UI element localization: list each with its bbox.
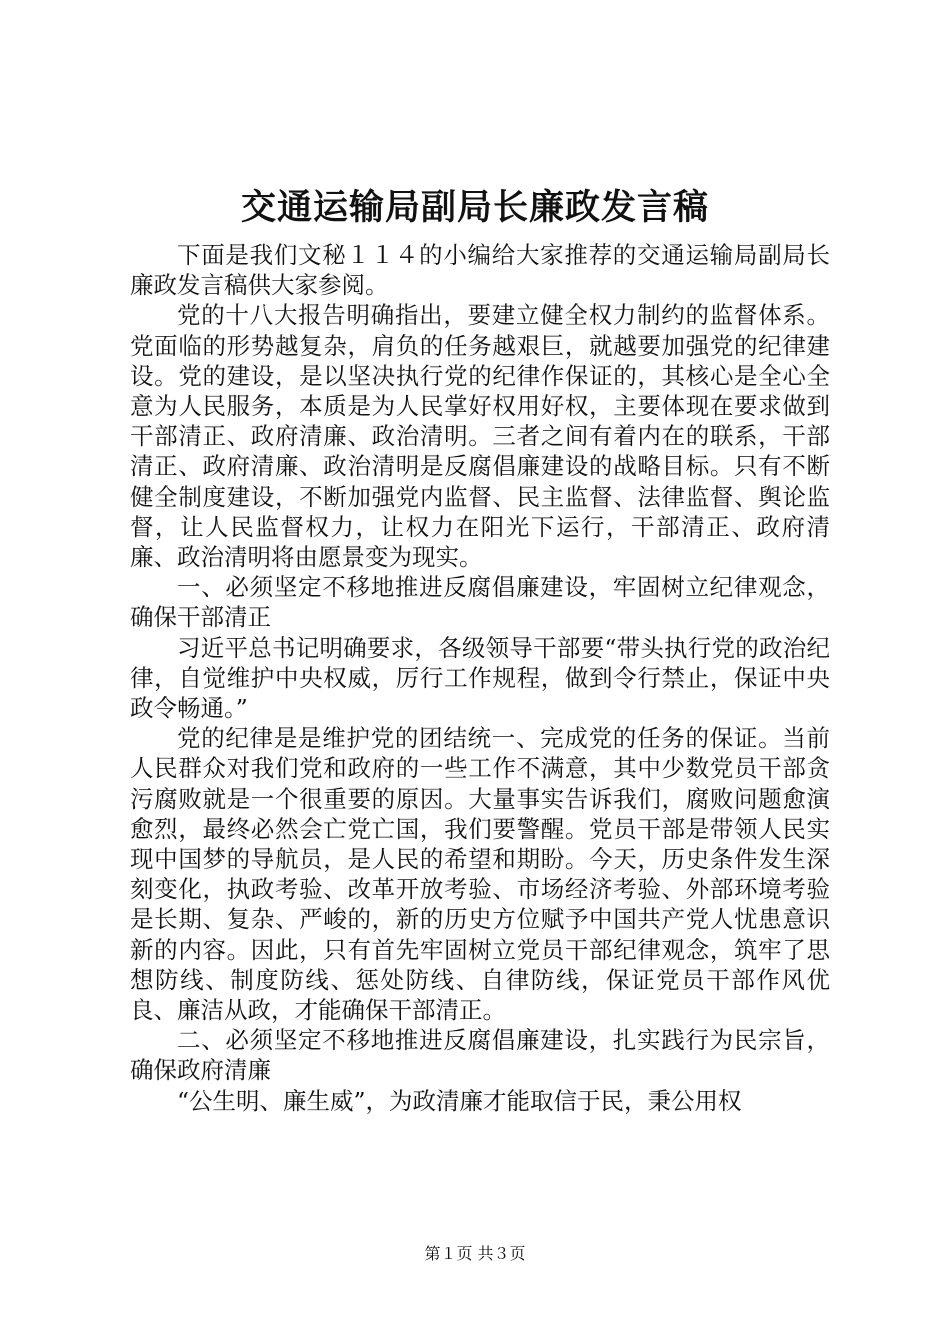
section-heading-2: 二、必须坚定不移地推进反腐倡廉建设，扎实践行为民宗旨，确保政府清廉 — [130, 1026, 830, 1085]
paragraph-background: 党的十八大报告明确指出，要建立健全权力制约的监督体系。党面临的形势越复杂，肩负的任务越艰巨，就越要加强党的纪律建设。党的建设，是以坚决执行党的纪律作保证的，其核心是全心全意为人民服务，本质是为人民掌好权用好权，主要体现在要求做到干部清正、政府清廉、政治清明。三者之间有着内在的联系，干部清正、政府清廉、政治清明是反腐倡廉建设的战略目标。只有不断健全制度建设，不断加强党内监督、民主监督、法律监督、舆论监督，让人民监督权力，让权力在阳光下运行，干部清正、政府清廉、政治清明将由愿景变为现实。 — [130, 301, 830, 572]
paragraph-integrity: “公生明、廉生威”，为政清廉才能取信于民，秉公用权 — [177, 1086, 742, 1115]
document-title: 交通运输局副局长廉政发言稿 — [240, 187, 709, 228]
page-footer: 第１页 共３页 — [424, 1244, 526, 1263]
section-heading-1: 一、必须坚定不移地推进反腐倡廉建设，牢固树立纪律观念，确保干部清正 — [130, 573, 830, 632]
paragraph-discipline: 党的纪律是是维护党的团结统一、完成党的任务的保证。当前人民群众对我们党和政府的一些工作不满意，其中少数党员干部贪污腐败就是一个很重要的原因。大量事实告诉我们，腐败问题愈演愈烈，最终必然会亡党亡国，我们要警醒。党员干部是带领人民实现中国梦的导航员，是人民的希望和期盼。今天，历史条件发生深刻变化，执政考验、改革开放考验、市场经济考验、外部环境考验是长期、复杂、严峻的，新的历史方位赋予中国共产党人忧患意识新的内容。因此，只有首先牢固树立党员干部纪律观念，筑牢了思想防线、制度防线、惩处防线、自律防线，保证党员干部作风优良、廉洁从政，才能确保干部清正。 — [130, 724, 830, 1025]
paragraph-quote: 习近平总书记明确要求，各级领导干部要“带头执行党的政治纪律，自觉维护中央权威，厉行工作规程，做到令行禁止，保证中央政令畅通。” — [130, 633, 830, 723]
paragraph-intro: 下面是我们文秘１１４的小编给大家推荐的交通运输局副局长廉政发言稿供大家参阅。 — [130, 241, 830, 300]
document-body — [130, 240, 830, 1116]
